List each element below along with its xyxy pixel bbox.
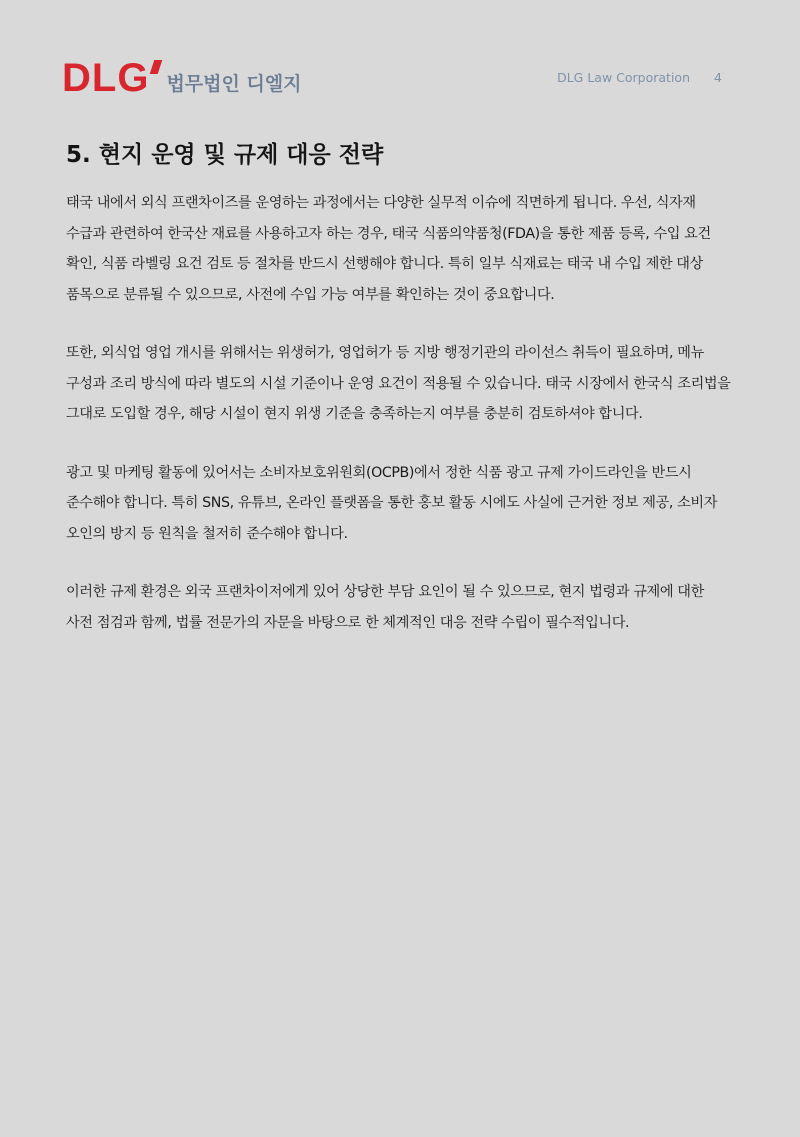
paragraph: 또한, 외식업 영업 개시를 위해서는 위생허가, 영업허가 등 지방 행정기관의 라이선스 취득이 필요하며, 메뉴 구성과 조리 방식에 따라 별도의 시설 기준이나 운영 요건이 적용될 수 있습니다. 태국 시장에서 한국식 조리법을 그대로 도입할 경우, 해당 시설이 현지 위생 기준을 충족하는지 여부를 충분히 검토하셔야 합니다. [66, 345, 731, 422]
section-title: 5. 현지 운영 및 규제 대응 전략 [66, 142, 384, 168]
page-number: 4 [714, 70, 722, 85]
page-header [62, 58, 722, 98]
paragraph: 이러한 규제 환경은 외국 프랜차이저에게 있어 상당한 부담 요인이 될 수 있으므로, 현지 법령과 규제에 대한 사전 점검과 함께, 법률 전문가의 자문을 바탕으로 한 체계적인 대응 전략 수립이 필수적입니다. [66, 584, 704, 631]
dlg-logo [62, 58, 302, 98]
corporation-name: DLG Law Corporation [557, 70, 690, 85]
logo-korean-name: 법무법인 디엘지 [166, 73, 302, 95]
paragraph: 광고 및 마케팅 활동에 있어서는 소비자보호위원회(OCPB)에서 정한 식품 광고 규제 가이드라인을 반드시 준수해야 합니다. 특히 SNS, 유튜브, 온라인 플랫폼을 통한 홍보 활동 시에도 사실에 근거한 정보 제공, 소비자 오인의 방지 등 원칙을 철저히 준수해야 합니다. [66, 464, 718, 542]
logo-apostrophe-icon [150, 60, 163, 74]
logo-mark: DLG [62, 56, 150, 100]
section-body [66, 188, 734, 666]
paragraph: 태국 내에서 외식 프랜차이즈를 운영하는 과정에서는 다양한 실무적 이슈에 직면하게 됩니다. 우선, 식자재 수급과 관련하여 한국산 재료를 사용하고자 하는 경우, 태국 식품의약품청(FDA)을 통한 제품 등록, 수입 요건 확인, 식품 라벨링 요건 검토 등 절차를 반드시 선행해야 합니다. 특히 일부 식재료는 태국 내 수입 제한 대상 품목으로 분류될 수 있으므로, 사전에 수입 가능 여부를 확인하는 것이 중요합니다. [66, 195, 711, 303]
